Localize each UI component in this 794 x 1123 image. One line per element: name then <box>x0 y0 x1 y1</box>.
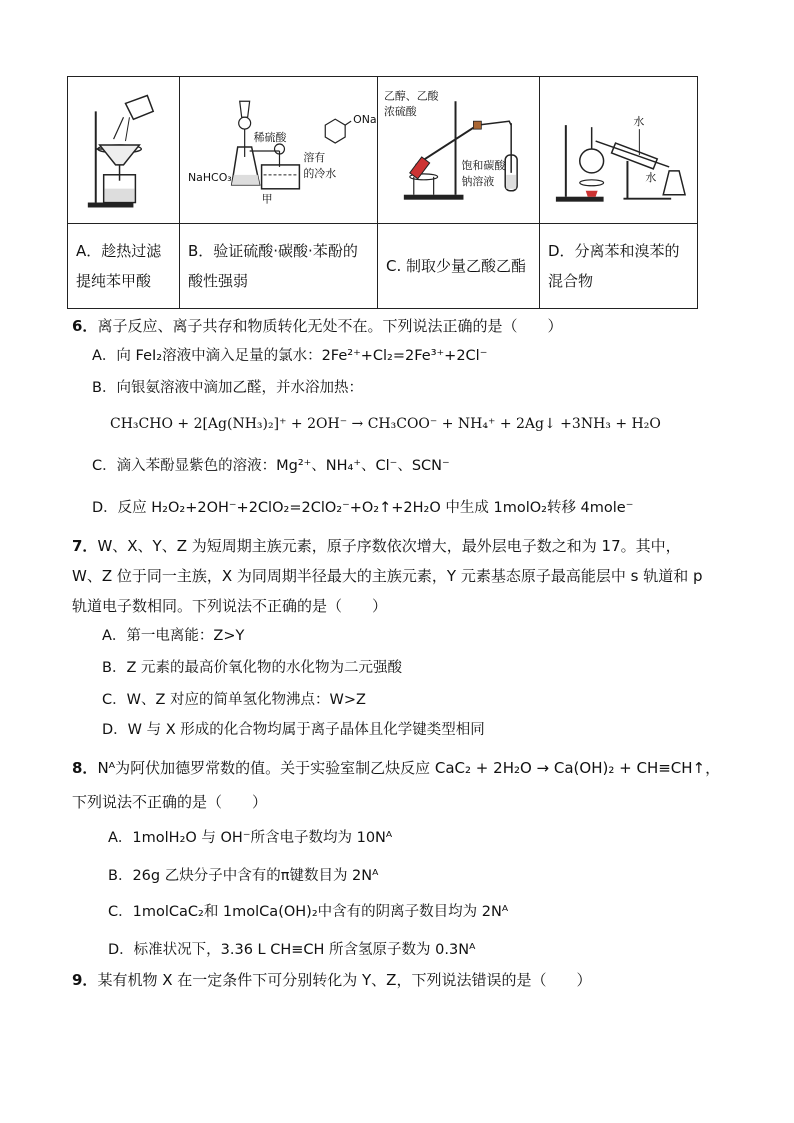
label-ona: ONa <box>353 113 377 127</box>
question-6-option-c: C．滴入苯酚显紫色的溶液：Mg²⁺、NH₄⁺、Cl⁻、SCN⁻ <box>92 458 450 474</box>
label-sat-carbonate: 饱和碳酸 <box>461 158 506 172</box>
question-6-stem: 6．离子反应、离子共存和物质转化无处不在。下列说法正确的是（ ） <box>72 317 563 335</box>
question-7-option-d: D．W 与 X 形成的化合物均属于离子晶体且化学键类型相同 <box>102 722 485 738</box>
label-sodium-solution: 钠溶液 <box>461 174 495 188</box>
ethyl-acetate-apparatus <box>378 77 539 223</box>
question-6-option-a: A．向 FeI₂溶液中滴入足量的氯水：2Fe²⁺+Cl₂=2Fe³⁺+2Cl⁻ <box>92 348 488 364</box>
caption-c: C. 制取少量乙酸乙酯 <box>378 224 540 309</box>
label-water-out: 水 <box>645 170 657 184</box>
label-dilute-sulfuric: 稀硫酸 <box>253 131 287 145</box>
label-nahco3: NaHCO₃ <box>187 170 232 184</box>
label-water-in: 水 <box>633 115 645 129</box>
apparatus-c-cell <box>378 77 540 224</box>
question-8-line-2: 下列说法不正确的是（ ） <box>72 793 268 811</box>
question-7-option-a: A．第一电离能：Z>Y <box>102 628 245 644</box>
question-7-line-2: W、Z 位于同一主族，X 为同周期半径最大的主族元素，Y 元素基态原子最高能层中 s 轨道和 p <box>72 567 703 585</box>
distillation-apparatus <box>540 77 697 223</box>
label-conc-sulfuric: 浓硫酸 <box>383 105 417 119</box>
label-cold-water: 的冷水 <box>303 166 337 180</box>
caption-d: D．分离苯和溴苯的混合物 <box>540 224 698 309</box>
question-8-option-d: D．标准状况下，3.36 L CH≡CH 所含氢原子数为 0.3Nᴬ <box>108 942 476 958</box>
question-7-option-c: C．W、Z 对应的简单氢化物沸点：W>Z <box>102 692 366 708</box>
caption-a: A．趁热过滤提纯苯甲酸 <box>68 224 180 309</box>
apparatus-b-cell <box>180 77 378 224</box>
question-7-line-1: 7．W、X、Y、Z 为短周期主族元素，原子序数依次增大，最外层电子数之和为 17。其中， <box>72 537 681 555</box>
question-8-option-c: C．1molCaC₂和 1molCa(OH)₂中含有的阴离子数目均为 2Nᴬ <box>108 904 509 920</box>
question-7-line-3: 轨道电子数相同。下列说法不正确的是（ ） <box>72 597 388 615</box>
question-9-stem: 9．某有机物 X 在一定条件下可分别转化为 Y、Z，下列说法错误的是（ ） <box>72 971 592 989</box>
caption-b: B．验证硫酸·碳酸·苯酚的酸性强弱 <box>180 224 378 309</box>
acid-strength-apparatus <box>180 77 377 223</box>
question-8-option-b: B．26g 乙炔分子中含有的π键数目为 2Nᴬ <box>108 868 379 884</box>
apparatus-d-cell <box>540 77 698 224</box>
question-8-line-1: 8．Nᴬ为阿伏加德罗常数的值。关于实验室制乙炔反应 CaC₂ + 2H₂O → Ca(OH)₂ + CH≡CH↑， <box>72 759 721 777</box>
question-6-option-b-equation: CH₃CHO + 2[Ag(NH₃)₂]⁺ + 2OH⁻ → CH₃COO⁻ + NH₄⁺ + 2Ag↓ +3NH₃ + H₂O <box>110 416 661 432</box>
label-dissolved: 溶有 <box>303 150 326 164</box>
hot-filtration-apparatus <box>68 77 179 223</box>
apparatus-a-cell <box>68 77 180 224</box>
label-jia: 甲 <box>261 192 273 206</box>
question-7-option-b: B．Z 元素的最高价氧化物的水化物为二元强酸 <box>102 660 402 676</box>
question-6-option-d: D．反应 H₂O₂+2OH⁻+2ClO₂=2ClO₂⁻+O₂↑+2H₂O 中生成 1molO₂转移 4mole⁻ <box>92 500 634 516</box>
apparatus-table <box>67 76 698 309</box>
label-ethanol-acetic: 乙醇、乙酸 <box>383 89 439 103</box>
question-8-option-a: A．1molH₂O 与 OH⁻所含电子数均为 10Nᴬ <box>108 830 393 846</box>
question-6-option-b: B．向银氨溶液中滴加乙醛，并水浴加热： <box>92 380 363 396</box>
